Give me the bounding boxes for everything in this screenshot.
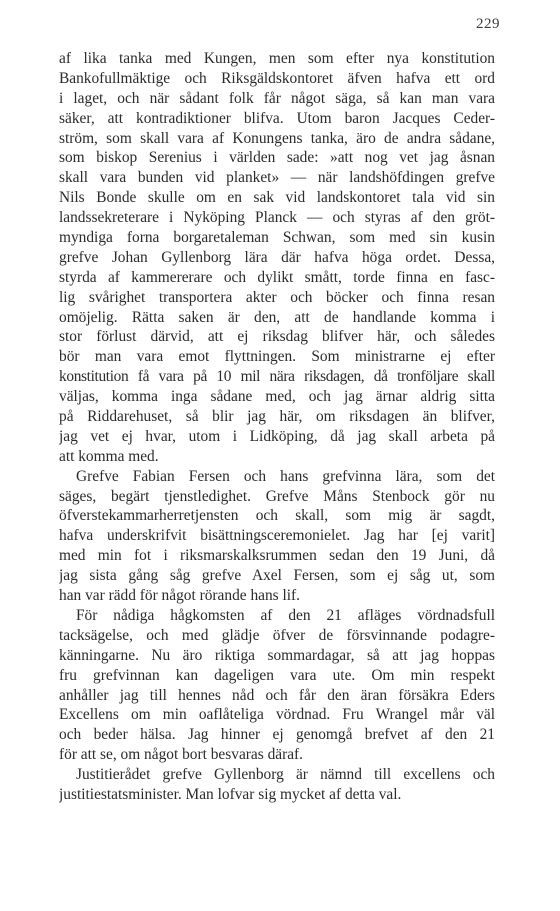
paragraph-4 [59,765,495,805]
text-line: anhåller jag till hennes nåd och får den äran försäkra Eders [59,686,495,704]
text-line: skall vara bunden vid planket» — när landshöfdingen grefve [59,169,495,187]
text-line: känningarne. Nu äro riktiga sommardagar, så att jag hoppas [59,646,495,664]
text-line: Nils Bonde skulle om en sak vid landskontoret tala vid sin [59,189,495,207]
text-line: fru grefvinnan kan dageligen vara ute. Om min respekt [59,666,495,684]
text-line: justitiestatsminister. Man lofvar sig mycket af detta val. [59,785,402,803]
text-line: myndiga forna borgaretaleman Schwan, som med sin kusin [59,229,495,247]
text-line: tacksägelse, och med glädje öfver de försvinnande podagre- [59,626,495,644]
text-line: jag sista gång såg grefve Axel Fersen, som ej såg ut, som [59,567,495,585]
text-line: han var rädd för något rörande hans lif. [59,587,301,605]
text-line: stor förlust därvid, att ej riksdag blifver här, och således [59,328,495,346]
text-line: och beder hälsa. Jag hinner ej genomgå brefvet af den 21 [59,726,495,744]
text-line: i laget, och när sådant folk får något säga, så kan man vara [59,89,495,107]
paragraph-2 [59,467,495,606]
page-number: 229 [476,16,500,32]
text-line: Grefve Fabian Fersen och hans grefvinna lära, som det [76,467,495,485]
text-line: som biskop Serenius i världen sade: »att nog vet jag åsnan [59,149,495,167]
text-line: Justitierådet grefve Gyllenborg är nämnd till excellens och [76,766,495,784]
paragraph-1 [59,49,495,467]
text-line: grefve Johan Gyllenborg lära där hafva höga ordet. Dessa, [59,248,495,266]
text-line: konstitution få vara på 10 mil nära riksdagen, då tronföljare skall [59,368,495,386]
text-line: öfverstekammarherretjensten och skall, som mig är sagdt, [59,507,495,525]
text-line: omöjelig. Rätta saken är den, att de handlande komma i [59,308,495,326]
text-line: lig svårighet transportera akter och böcker och finna resan [59,288,495,306]
text-line: på Riddarehuset, så blir jag här, om riksdagen än blifver, [59,408,495,426]
text-line: För nådiga hågkomsten af den 21 afläges vördnadsfull [76,606,495,624]
text-line: af lika tanka med Kungen, men som efter nya konstitution [59,50,495,67]
text-line: säker, att kontradiktioner blifva. Utom baron Jacques Ceder- [59,109,495,127]
text-line: med min fot i riksmarskalksrummen sedan den 19 Juni, då [59,547,495,565]
text-line: att komma med. [59,447,159,465]
text-line: styrda af kammererare och dylikt smått, torde finna en fasc- [59,268,495,286]
text-line: hafva underskrifvit bisättningsceremonielet. Jag har [ej varit] [59,527,495,545]
text-line: Bankofullmäktige och Riksgäldskontoret äfven hafva ett ord [59,69,495,87]
text-line: säges, begärt tjenstledighet. Grefve Måns Stenbock gör nu [59,487,495,505]
text-line: ström, som skall vara af Konungens tanka, äro de andra sådane, [59,129,495,147]
text-line: jag vet ej hvar, utom i Lidköping, då jag skall arbeta på [59,427,495,445]
body-text [59,49,495,805]
text-line: landssekreterare i Nyköping Planck — och styras af den gröt- [59,209,495,227]
text-line: väljas, komma inga sådane med, och jag ärnar aldrig sitta [59,388,495,406]
text-line: Excellens om min oaflåteliga vördnad. Fru Wrangel mår väl [59,706,495,724]
paragraph-3 [59,606,495,765]
text-line: bör man vara emot flyttningen. Som ministrarne ej efter [59,348,495,366]
text-line: för att se, om något bort besvaras däraf. [59,746,304,764]
